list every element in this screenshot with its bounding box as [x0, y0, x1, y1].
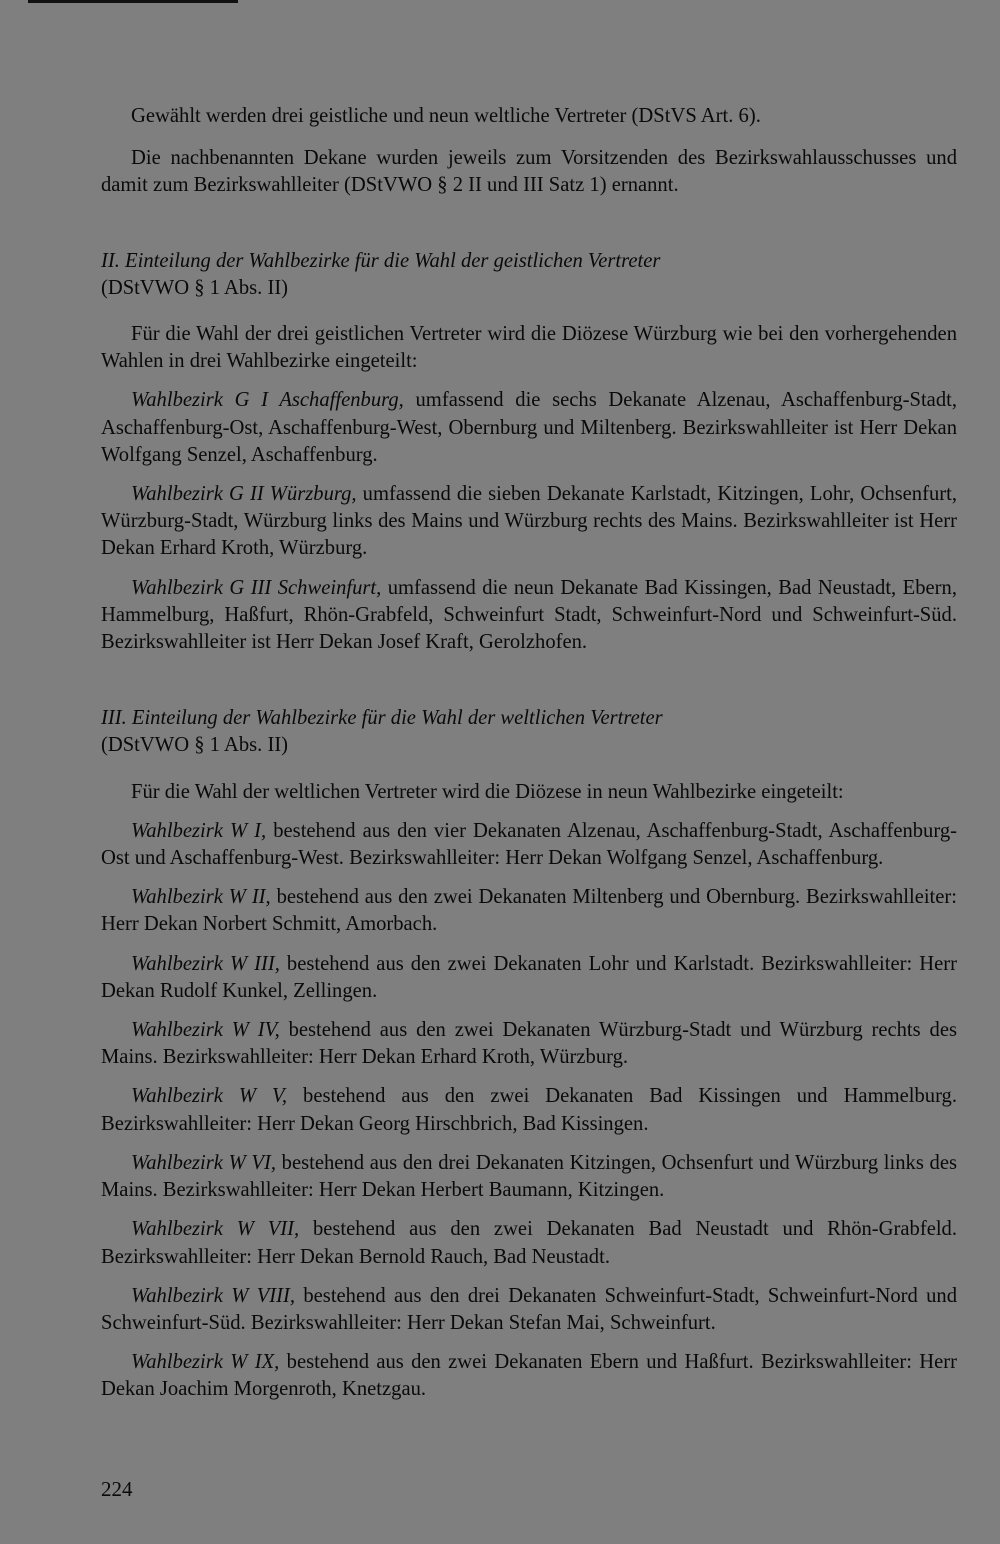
- district-w6-text: bestehend aus den drei Dekanaten Kitzingen, Ochsenfurt und Würzburg links des Mains. Bezirkswahlleiter: Herr Dekan Herbert Baumann, Kitzingen.: [101, 1151, 957, 1202]
- section-3-reference: (DStVWO § 1 Abs. II): [101, 734, 289, 757]
- district-g1-name: Wahlbezirk G I Aschaffenburg,: [131, 389, 404, 412]
- section-3-intro: Für die Wahl der weltlichen Vertreter wird die Diözese in neun Wahlbezirke eingeteilt:: [131, 780, 844, 803]
- top-rule: [28, 0, 238, 3]
- district-g3: [101, 575, 957, 657]
- section-2-intro: Für die Wahl der drei geistlichen Vertreter wird die Diözese Würzburg wie bei den vorhergehenden Wahlen in drei Wahlbezirke eingeteilt:: [101, 323, 957, 373]
- district-w2: [101, 884, 957, 938]
- intro-paragraph-1: Gewählt werden drei geistliche und neun weltliche Vertreter (DStVS Art. 6).: [131, 105, 761, 127]
- district-w8-name: Wahlbezirk W VIII,: [131, 1284, 296, 1307]
- district-w6: [101, 1150, 957, 1204]
- district-w9-name: Wahlbezirk W IX,: [131, 1351, 280, 1374]
- district-w8: [101, 1283, 957, 1337]
- section-3-title: III. Einteilung der Wahlbezirke für die Wahl der weltlichen Vertreter: [101, 707, 663, 730]
- district-g3-text: umfassend die neun Dekanate Bad Kissingen, Bad Neustadt, Ebern, Hammelburg, Haßfurt, Rhön-Grabfeld, Schweinfurt Stadt, Schweinfurt-Nord und Schweinfurt-Süd. Bezirkswahlleiter ist Herr Dekan Josef Kraft, Gerolzhofen.: [101, 576, 957, 654]
- intro-paragraph-2: Die nachbenannten Dekane wurden jeweils zum Vorsitzenden des Bezirkswahlausschusses und damit zum Bezirkswahlleiter (DStVWO § 2 II und III Satz 1) ernannt.: [101, 147, 957, 197]
- district-w9-text: bestehend aus den zwei Dekanaten Ebern und Haßfurt. Bezirkswahlleiter: Herr Dekan Joachim Morgenroth, Knetzgau.: [101, 1351, 957, 1401]
- document-page: [101, 103, 957, 1404]
- district-w4-text: bestehend aus den zwei Dekanaten Würzburg-Stadt und Würzburg rechts des Mains. Bezirkswahlleiter: Herr Dekan Erhard Kroth, Würzburg.: [101, 1019, 957, 1069]
- district-w1: [101, 818, 957, 872]
- district-g1-text: umfassend die sechs Dekanate Alzenau, Aschaffenburg-Stadt, Aschaffenburg-Ost, Aschaffenburg-West, Obernburg und Miltenberg. Bezirkswahlleiter ist Herr Dekan Wolfgang Senzel, Aschaffenburg.: [101, 389, 957, 466]
- district-w2-name: Wahlbezirk W II,: [131, 886, 271, 909]
- district-w7-text: bestehend aus den zwei Dekanaten Bad Neustadt und Rhön-Grabfeld. Bezirkswahlleiter: Herr Dekan Bernold Rauch, Bad Neustadt.: [101, 1218, 957, 1268]
- district-w3-text: bestehend aus den zwei Dekanaten Lohr und Karlstadt. Bezirkswahlleiter: Herr Dekan Rudolf Kunkel, Zellingen.: [101, 952, 957, 1002]
- page-number: 224: [101, 1477, 133, 1501]
- district-g2: [101, 481, 957, 563]
- district-w6-name: Wahlbezirk W VI,: [131, 1151, 276, 1174]
- district-w2-text: bestehend aus den zwei Dekanaten Miltenberg und Obernburg. Bezirkswahlleiter: Herr Dekan Norbert Schmitt, Amorbach.: [101, 886, 957, 936]
- district-g3-name: Wahlbezirk G III Schweinfurt,: [131, 576, 382, 599]
- section-2-title: II. Einteilung der Wahlbezirke für die Wahl der geistlichen Vertreter: [101, 249, 661, 272]
- district-w3-name: Wahlbezirk W III,: [131, 952, 280, 975]
- district-g2-text: umfassend die sieben Dekanate Karlstadt, Kitzingen, Lohr, Ochsenfurt, Würzburg-Stadt, Würzburg links des Mains und Würzburg rechts des Mains. Bezirkswahlleiter ist Herr Dekan Erhard Kroth, Würzburg.: [101, 483, 957, 560]
- district-w5-name: Wahlbezirk W V,: [131, 1085, 288, 1108]
- district-w7: [101, 1216, 957, 1270]
- district-w3: [101, 951, 957, 1005]
- district-w7-name: Wahlbezirk W VII,: [131, 1218, 300, 1241]
- district-g2-name: Wahlbezirk G II Würzburg,: [131, 483, 357, 506]
- district-w4: [101, 1017, 957, 1071]
- section-2-reference: (DStVWO § 1 Abs. II): [101, 276, 289, 299]
- section-3-heading: [101, 705, 957, 759]
- district-w8-text: bestehend aus den drei Dekanaten Schweinfurt-Stadt, Schweinfurt-Nord und Schweinfurt-Süd. Bezirkswahlleiter: Herr Dekan Stefan Mai, Schweinfurt.: [101, 1284, 957, 1334]
- district-w4-name: Wahlbezirk W IV,: [131, 1019, 280, 1042]
- district-g1: [101, 387, 957, 469]
- district-w9: [101, 1349, 957, 1403]
- district-w5: [101, 1083, 957, 1137]
- district-w5-text: bestehend aus den zwei Dekanaten Bad Kissingen und Hammelburg. Bezirkswahlleiter: Herr Dekan Georg Hirschbrich, Bad Kissingen.: [101, 1085, 957, 1135]
- district-w1-text: bestehend aus den vier Dekanaten Alzenau, Aschaffenburg-Stadt, Aschaffenburg-Ost und Aschaffenburg-West. Bezirkswahlleiter: Herr Dekan Wolfgang Senzel, Aschaffenburg.: [101, 819, 957, 870]
- district-w1-name: Wahlbezirk W I,: [131, 819, 267, 842]
- section-2-heading: [101, 248, 957, 302]
